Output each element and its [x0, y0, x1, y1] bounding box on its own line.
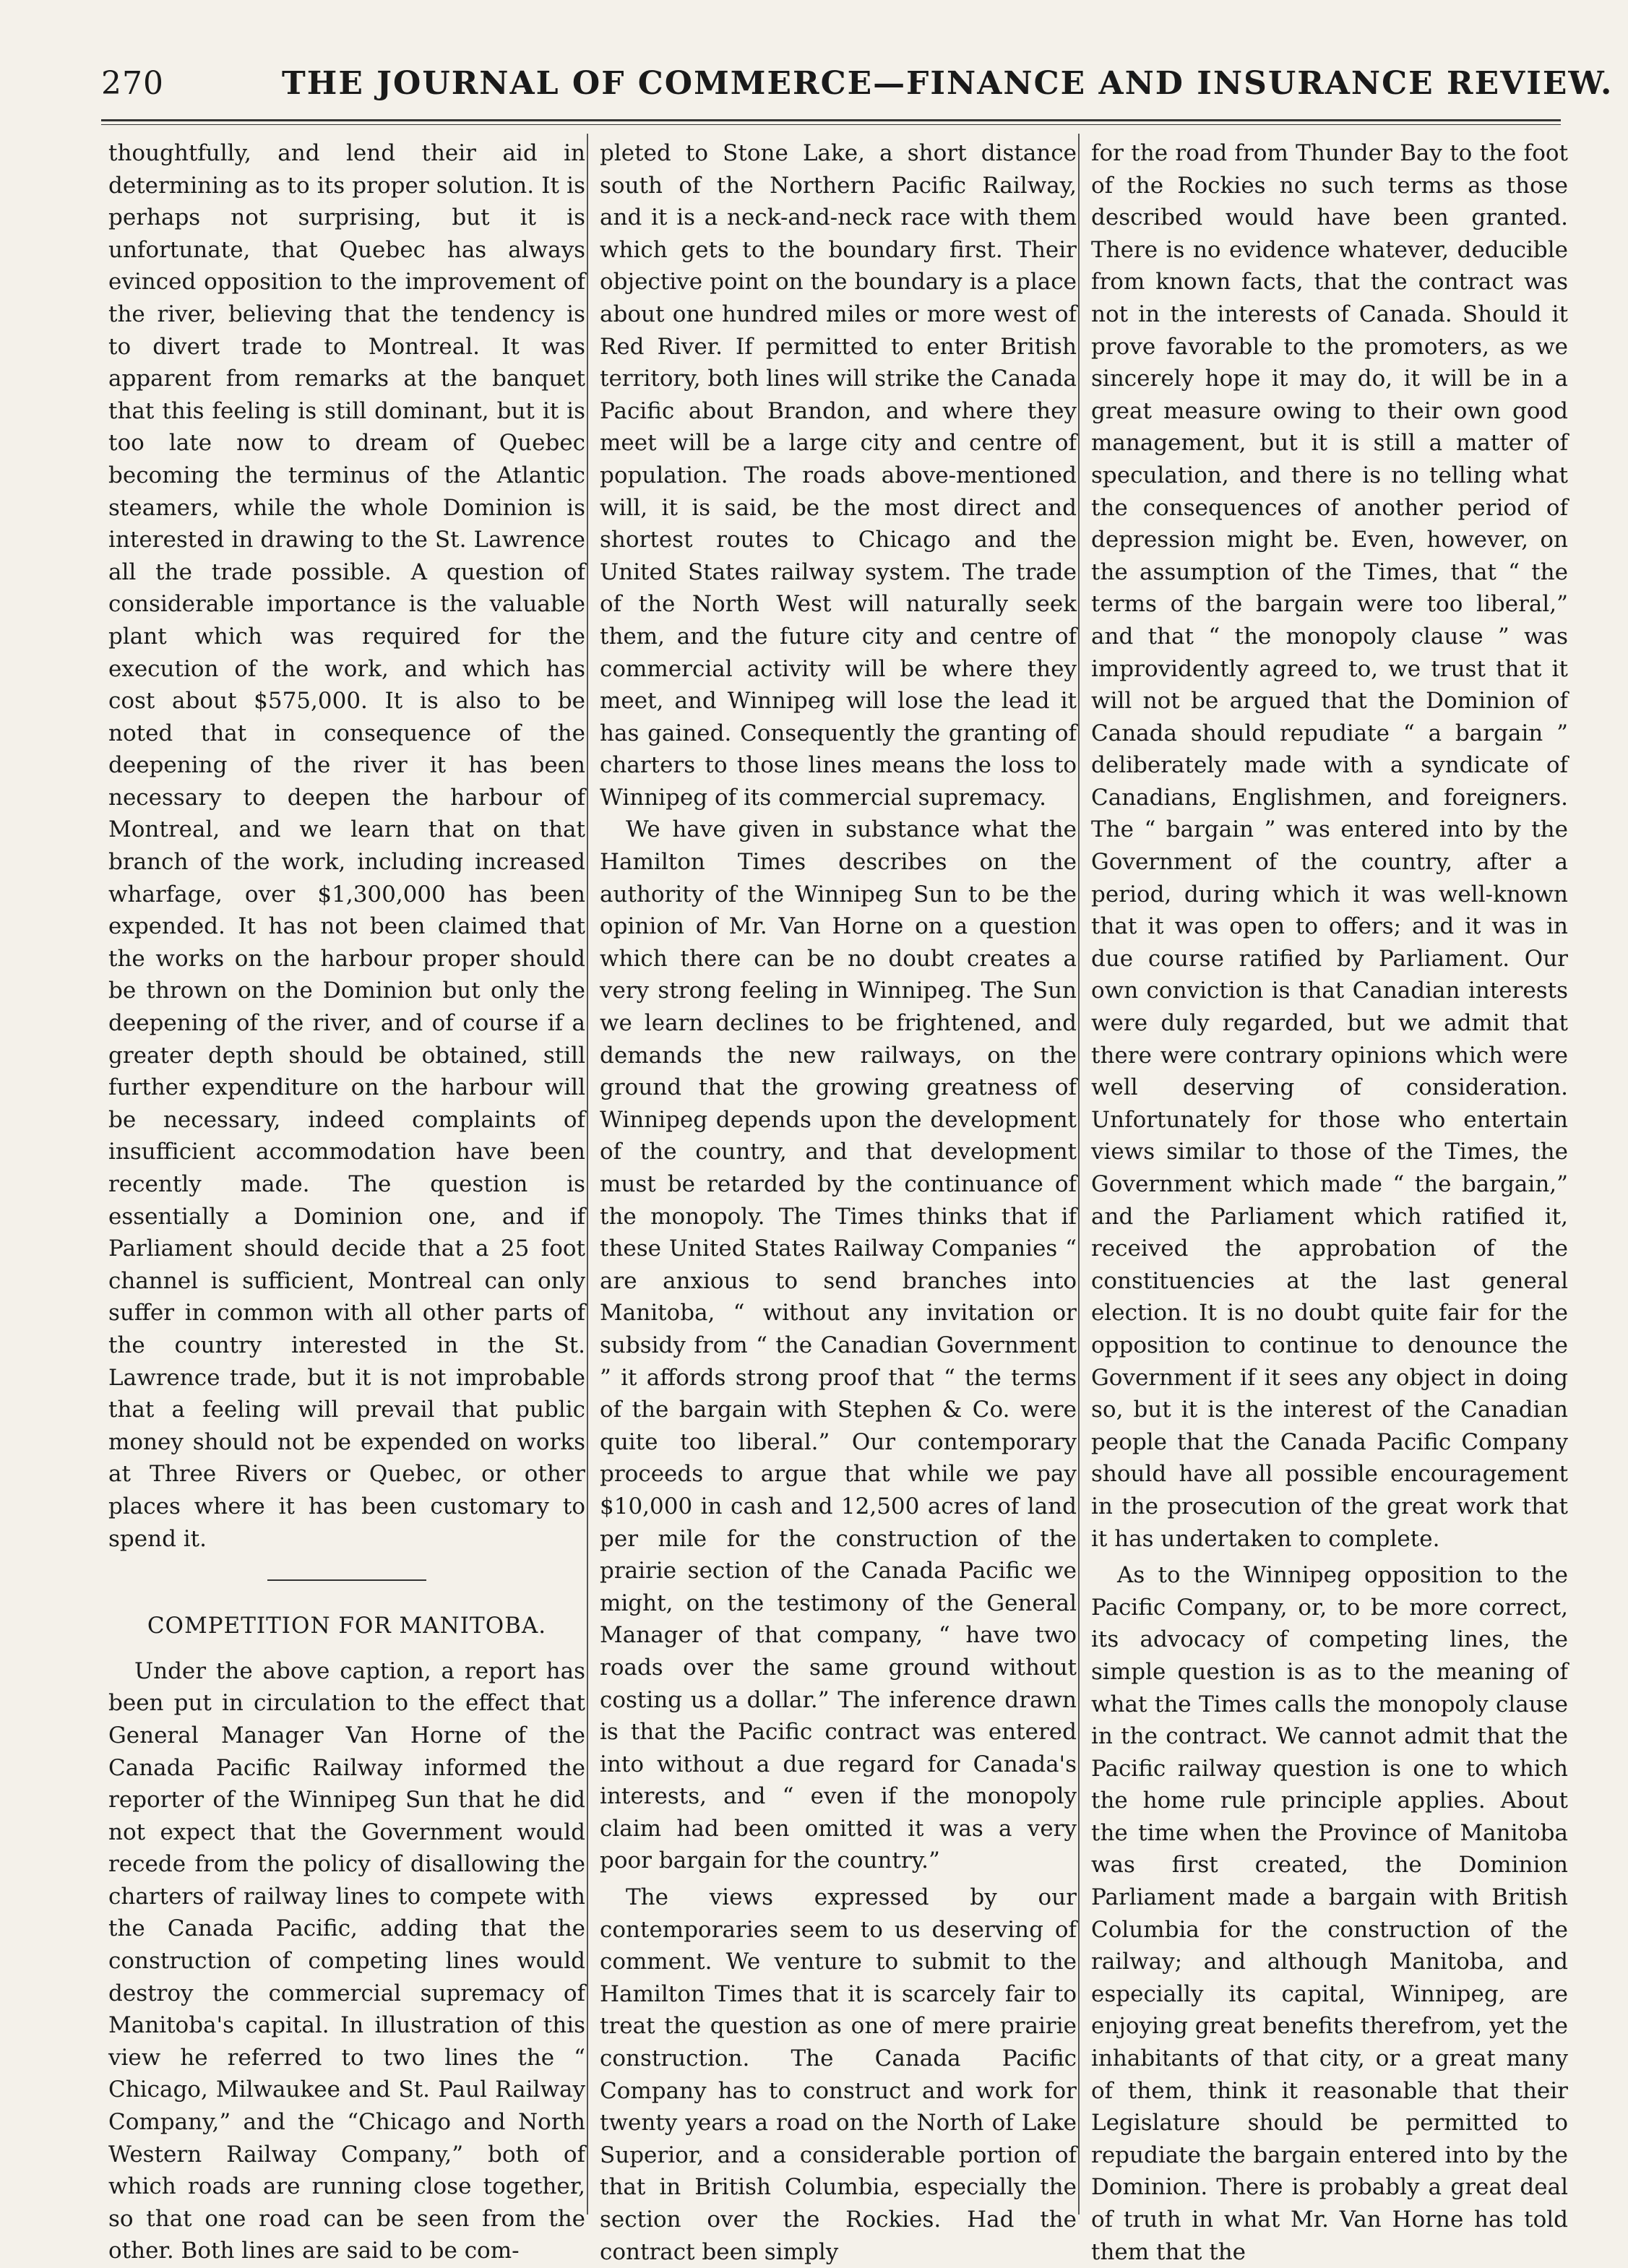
column-2: [600, 137, 1077, 2268]
paragraph-thunder-bay: for the road from Thunder Bay to the foot of the Rockies no such terms as those described would have been granted. There is no evidence whatever, deducible from known facts, that the contract was not in the interests of Canada. Should it prove favorable to the promoters, as we sincerely hope it may do, it will be in a great measure owing to their own good management, but it is still a matter of speculation, and there is no telling what the consequences of another period of depression might be. Even, however, on the assumption of the Times, that “ the terms of the bargain were too liberal,” and that “ the monopoly clause ” was improvidently agreed to, we trust that it will not be argued that the Dominion of Canada should repudiate “ a bargain ” deliberately made with a syndicate of Canadians, Englishmen, and foreigners. The “ bargain ” was entered into by the Government of the country, after a period, during which it was well-known that it was open to offers; and it was in due course ratified by Parliament. Our own conviction is that Canadian interests were duly regarded, but we admit that there were contrary opinions which were well deserving of consideration. Unfortunately for those who entertain views similar to those of the Times, the Government which made “ the bargain,” and the Parliament which ratified it, received the approbation of the constituencies at the last general election. It is no doubt quite fair for the opposition to continue to denounce the Government if it sees any object in doing so, but it is the interest of the Canadian people that the Canada Pacific Company should have all possible encouragement in the prosecution of the great work that it has undertaken to complete.: [1091, 140, 1568, 1552]
journal-title: THE JOURNAL OF COMMERCE—FINANCE AND INSURANCE REVIEW.: [282, 65, 1614, 102]
paragraph-quebec-river: thoughtfully, and lend their aid in determining as to its proper solution. It is perhaps not surprising, but it is unfortunate, that Quebec has always evinced opposition to the improvement of the river, believing that the tendency is to divert trade to Montreal. It was apparent from remarks at the banquet that this feeling is still dominant, but it is too late now to dream of Quebec becoming the terminus of the Atlantic steamers, while the whole Dominion is interested in drawing to the St. Lawrence all the trade possible. A question of considerable importance is the valuable plant which was required for the execution of the work, and which has cost about $575,000. It is also to be noted that in consequence of the deepening of the river it has been necessary to deepen the harbour of Montreal, and we learn that on that branch of the work, including increased wharfage, over $1,300,000 has been expended. It has not been claimed that the works on the harbour proper should be thrown on the Dominion but only the deepening of the river, and of course if a greater depth should be obtained, still further expenditure on the harbour will be necessary, indeed complaints of insufficient accommodation have been recently made. The question is essentially a Dominion one, and if Parliament should decide that a 25 foot channel is sufficient, Montreal can only suffer in common with all other parts of the country interested in the St. Lawrence trade, but it is not improbable that a feeling will prevail that public money should not be expended on works at Three Rivers or Quebec, or other places where it has been customary to spend it.: [108, 140, 585, 1552]
paragraph-van-horne-report: Under the above caption, a report has been put in circulation to the effect that General Manager Van Horne of the Canada Pacific Railway informed the reporter of the Winnipeg Sun that he did not expect that the Government would recede from the policy of disallowing the charters of railway lines to compete with the Canada Pacific, adding that the construction of competing lines would destroy the commercial supremacy of Manitoba's capital. In illustration of this view he referred to two lines the “ Chicago, Milwaukee and St. Paul Railway Company,” and the “Chicago and North Western Railway Company,” both of which roads are running close together, so that one road can be seen from the other. Both lines are said to be com-: [108, 1657, 585, 2264]
header-rule: [101, 119, 1561, 121]
section-heading-competition: COMPETITION FOR MANITOBA.: [147, 1613, 547, 1639]
paragraph-hamilton-times: We have given in substance what the Hamilton Times describes on the authority of the Winnipeg Sun to be the opinion of Mr. Van Horne on a question which there can be no doubt creates a very strong feeling in Winnipeg. The Sun we learn declines to be frightened, and demands the new railways, on the ground that the growing greatness of Winnipeg depends upon the development of the country, and that development must be retarded by the continuance of the monopoly. The Times thinks that if these United States Railway Companies “ are anxious to send branches into Manitoba, “ without any invitation or subsidy from “ the Canadian Government ” it affords strong proof that “ the terms of the bargain with Stephen & Co. were quite too liberal.” Our contemporary proceeds to argue that while we pay $10,000 in cash and 12,500 acres of land per mile for the construction of the prairie section of the Canada Pacific we might, on the testimony of the General Manager of that company, “ have two roads over the same ground without costing us a dollar.” The inference drawn is that the Pacific contract was entered into without a due regard for Canada's interests, and “ even if the monopoly claim had been omitted it was a very poor bargain for the country.”: [600, 816, 1077, 1874]
paragraph-stone-lake: pleted to Stone Lake, a short distance south of the Northern Pacific Railway, and it is a neck-and-neck race with them which gets to the boundary first. Their objective point on the boundary is a place about one hundred miles or more west of Red River. If permitted to enter British territory, both lines will strike the Canada Pacific about Brandon, and where they meet will be a large city and centre of population. The roads above-mentioned will, it is said, be the most direct and shortest routes to Chicago and the United States railway system. The trade of the North West will naturally seek them, and the future city and centre of commercial activity will be where they meet, and Winnipeg will lose the lead it has gained. Consequently the granting of charters to those lines means the loss to Winnipeg of its commercial supremacy.: [600, 140, 1077, 811]
column-3: [1091, 137, 1568, 2268]
page-number: 270: [101, 65, 164, 102]
paragraph-winnipeg-opposition: As to the Winnipeg opposition to the Pacific Company, or, to be more correct, its advocacy of competing lines, the simple question is as to the meaning of what the Times calls the monopoly clause in the contract. We cannot admit that the Pacific railway question is one to which the home rule principle applies. About the time when the Province of Manitoba was first created, the Dominion Parliament made a bargain with British Columbia for the construction of the railway; and although Manitoba, and especially its capital, Winnipeg, are enjoying great benefits therefrom, yet the inhabitants of that city, or a great many of them, think it reasonable that their Legislature should be permitted to repudiate the bargain entered into by the Dominion. There is probably a great deal of truth in what Mr. Van Horne has told them that the: [1091, 1562, 1568, 2265]
section-divider: [267, 1579, 426, 1581]
column-1: [108, 137, 585, 2267]
column-divider-right: [1078, 134, 1080, 2215]
header-rule-thin: [101, 124, 1561, 125]
paragraph-contemporaries-views: The views expressed by our contemporaries seem to us deserving of comment. We venture to submit to the Hamilton Times that it is scarcely fair to treat the question as one of mere prairie construction. The Canada Pacific Company has to construct and work for twenty years a road on the North of Lake Superior, and a considerable portion of that in British Columbia, especially the section over the Rockies. Had the contract been simply: [600, 1884, 1077, 2265]
page-header: [101, 51, 1614, 108]
column-divider-left: [587, 134, 588, 2215]
